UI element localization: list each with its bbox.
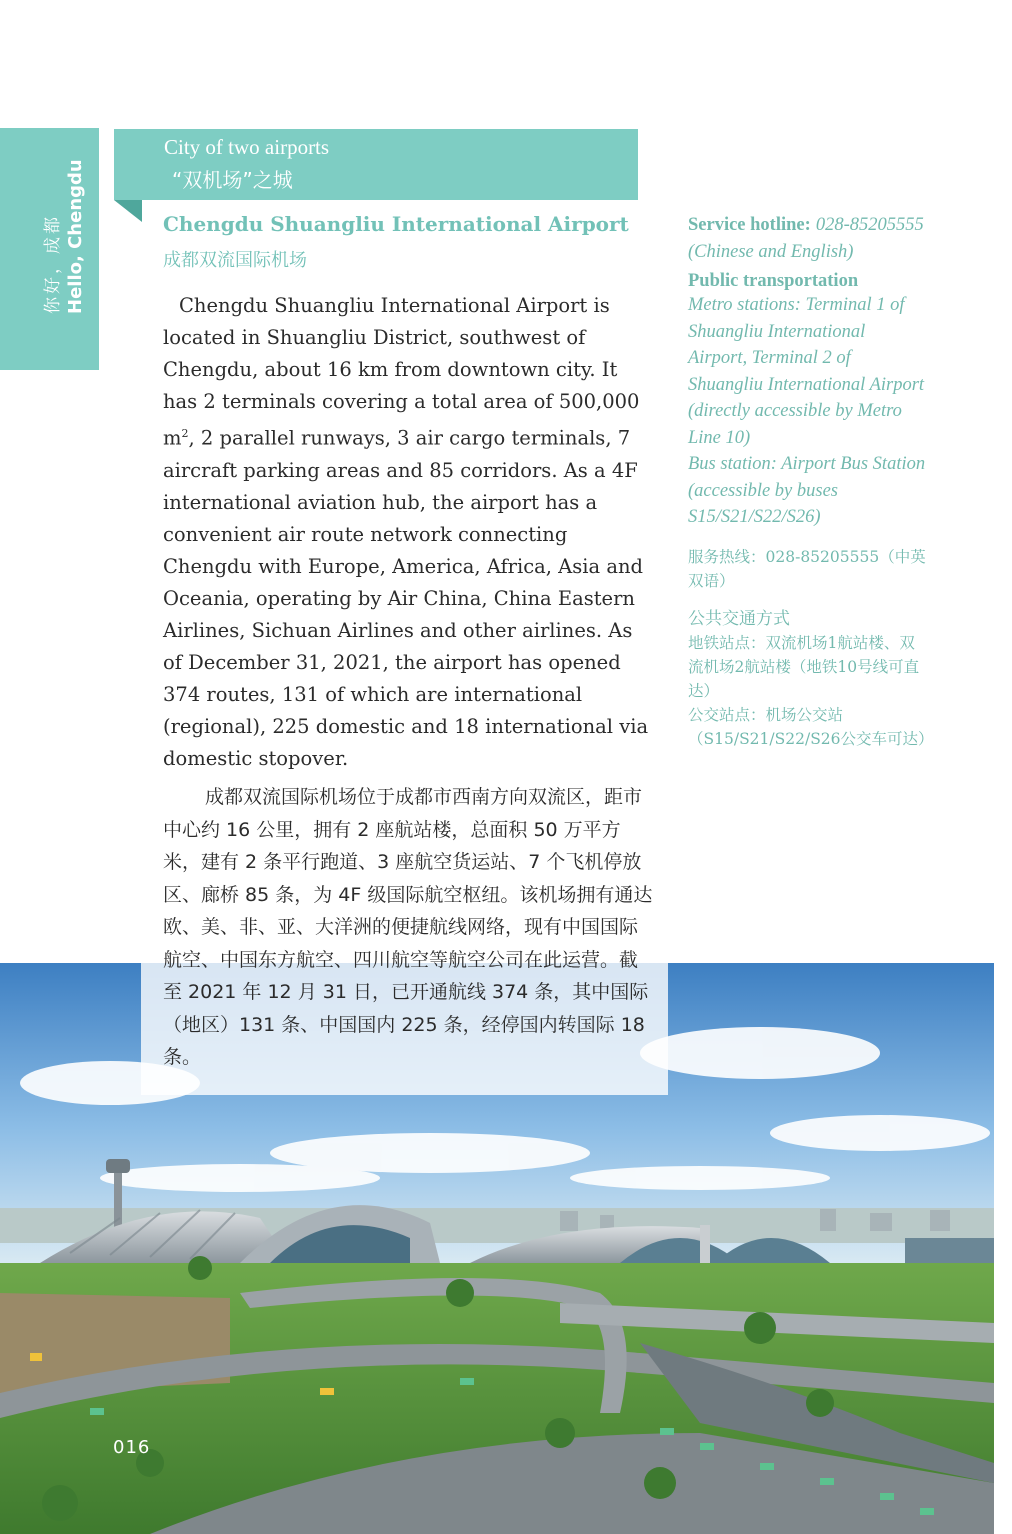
hotline-label: Service hotline: xyxy=(688,215,811,235)
side-tab-cn: 你好，成都 xyxy=(43,214,63,314)
body-en-part1: Chengdu Shuangliu International Airport is located in Shuangliu District, southwest of Chengdu, about 16 km from downtown city. It has 2 terminals covering a total area of 500,000 m xyxy=(163,294,640,450)
side-tab-en: Hello, Chengdu xyxy=(65,159,86,314)
transport-label: Public transportation xyxy=(688,271,859,291)
service-info xyxy=(688,212,934,751)
metro-cn: 地铁站点：双流机场1航站楼、双流机场2航站楼（地铁10号线可直达） xyxy=(688,633,920,700)
page-number: 016 xyxy=(113,1437,151,1458)
section-title-cn: “双机场”之城 xyxy=(172,168,293,192)
bus-station: Bus station: Airport Bus Station (accessible by buses S15/S21/S22/S26) xyxy=(688,454,926,527)
ribbon-fold xyxy=(114,200,142,222)
side-tab xyxy=(0,128,99,370)
section-title-en: City of two airports xyxy=(164,135,330,159)
hotline-cn: 服务热线：028-85205555（中英双语） xyxy=(688,547,926,590)
body-en-part2: , 2 parallel runways, 3 air cargo terminals, 7 aircraft parking areas and 85 corridors. As a 4F international aviation hub, the airport has a convenient air route network connecting Chengdu with Europe, America, Africa, Asia and Oceania, operating by Air China, China Eastern Airlines, Sichuan Airlines and other airlines. As of December 31, 2021, the airport has opened 374 routes, 131 of which are international (regional), 225 domestic and 18 international via domestic stopover. xyxy=(163,426,649,770)
bus-cn: 公交站点：机场公交站（S15/S21/S22/S26公交车可达） xyxy=(688,705,934,748)
airport-name-cn: 成都双流国际机场 xyxy=(163,250,307,271)
side-tab-text xyxy=(38,159,86,314)
airport-name-en: Chengdu Shuangliu International Airport xyxy=(163,212,629,236)
hotline-block xyxy=(688,212,928,265)
hotline-value: 028-85205555 (Chinese and English) xyxy=(688,215,924,262)
transport-cn-label: 公共交通方式 xyxy=(688,608,790,629)
metro-stations: Metro stations: Terminal 1 of Shuangliu International Airport, Terminal 2 of Shuangliu International Airport (directly accessible by Metro Line 10) xyxy=(688,295,925,448)
body-paragraph-en xyxy=(163,290,653,775)
body-paragraph-cn: 成都双流国际机场位于成都市西南方向双流区，距市中心约 16 公里，拥有 2 座航站楼，总面积 50 万平方米，建有 2 条平行跑道、3 座航空货运站、7 个飞机停放区、廊桥 85 条，为 4F 级国际航空枢纽。该机场拥有通达欧、美、非、亚、大洋洲的便捷航线网络，现有中国国际航空、中国东方航空、四川航空等航空公司在此运营。截至 2021 年 12 月 31 日，已开通航线 374 条，其中国际（地区）131 条、中国国内 225 条，经停国内转国际 18 条。 xyxy=(163,786,653,1068)
body-en-superscript: 2 xyxy=(181,427,189,440)
section-ribbon xyxy=(114,129,638,200)
